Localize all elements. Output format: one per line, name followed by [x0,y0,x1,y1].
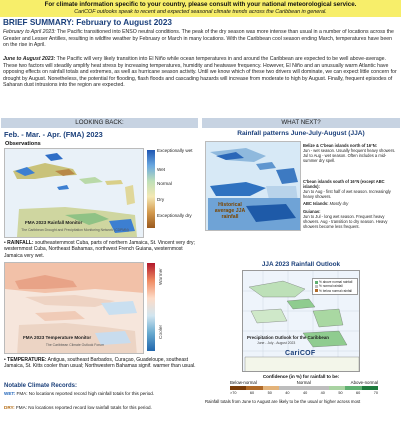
conf-num-2: 60 [249,391,255,395]
legend-normal: Normal [157,181,172,186]
confidence-categories [230,380,378,385]
rainfall-patterns-title: Rainfall patterns June-July-August (JJA) [237,130,365,137]
outlook-footer-text: Rainfall totals from June to August are likely to be the usual or higher across most [205,399,361,404]
conf-swatch-9 [362,386,378,390]
region-south-head: C'bean islands south of 16°N (except ABC islands): [303,179,385,190]
conf-swatch-1 [230,386,246,390]
rainfall-map-subcaption: The Caribbean Drought and Precipitation Monitoring Network (CDPMN) [21,228,129,232]
region-guianas [303,209,399,229]
what-next-header: WHAT NEXT? [202,118,400,128]
conf-swatch-2 [246,386,262,390]
conf-cat-below: Below-normal [230,380,257,385]
region-abc-body: Mostly dry [329,201,349,206]
caricof-logo: CariCOF [285,350,316,357]
banner-line-1: For climate information specific to your country, please consult with your national meteorological service. [44,1,357,8]
rainfall-map-caption: FMA 2023 Rainfall Monitor [25,220,83,225]
confidence-title: Confidence (in %) for rainfall to be: [262,374,340,379]
record-dry-tag: DRY: [4,405,15,410]
rainfall-legend-bar [147,150,155,228]
region-guianas-body: Jun to Jul - long wet season. Frequent heavy showers. Aug - transition to dry season. Heavy showers become less frequent. [303,214,388,230]
temperature-bullet: • TEMPERATURE: Antigua, southeast Barbados, Curaçao, Guadeloupe, southeast Jamaica, St. Kitts cooler than usual; Northwestern Bahamas signif. warmer than usual. [4,357,196,370]
conf-swatch-8 [345,386,361,390]
advisory-banner [0,0,401,17]
outlook-legend-below-text: % below normal rainfall [319,288,352,293]
precip-outlook-subcaption: June - July - August 2023 [257,341,296,345]
record-dry [4,405,196,411]
brief-p2-lead: June to August 2023: [3,56,56,62]
brief-p2-text: The Pacific will very likely transition into El Niño while ocean temperatures in and around the Caribbean are expected to be well above-average. These two factors will steadily amplify heat stress by increasing temperatures, humidity and heatwave frequency. However, El Niño and an unusually warm Atlantic have opposing effects on rainfall totals and extremes, as well as hurricane season activity. Until we know which of these two drivers will dominate, we can expect little concern for drought by August. Nonetheless, the potential for flooding, flash floods and cascading hazards will increase from moderate to high by August. Finally, frequent episodes of Saharan dust intrusions into the region are expected. [3,56,397,89]
region-south [303,179,399,199]
region-south-body: Jun to Aug - first half of wet season. Increasingly heavy showers. [303,189,391,200]
outlook-legend-normal-text: % normal rainfall [319,284,343,289]
rainfall-bullet-label: RAINFALL: [7,240,34,246]
region-abc [303,201,399,206]
conf-cat-above: Above-normal [350,380,378,385]
precip-outlook-caption: Precipitation Outlook for the Caribbean [247,335,329,340]
season-title: Feb. - Mar. - Apr. (FMA) 2023 [4,130,103,139]
conf-swatch-7 [329,386,345,390]
temperature-monitor-map [4,262,144,354]
outlook-title: JJA 2023 Rainfall Outlook [261,261,341,268]
conf-num-8: 60 [356,391,361,395]
legend-exc-wet: Exceptionally wet [157,148,193,153]
looking-back-header: LOOKING BACK: [1,118,198,128]
conf-num-9: 70 [373,391,378,395]
rainfall-monitor-map [4,148,144,238]
brief-paragraph-fma [3,29,398,49]
record-wet-tag: WET: [4,391,16,396]
brief-paragraph-jja [3,56,398,89]
record-dry-text: FMA: No locations reported record low rainfall totals for this period. [16,405,152,410]
legend-dry: Dry [157,197,165,202]
region-north-head: Belize & C'bean islands north of 16°N: [303,143,378,148]
looking-back-section [1,129,198,423]
conf-swatch-4 [279,386,295,390]
observations-label: Observations [5,141,41,147]
conf-num-7: 50 [338,391,343,395]
region-north-body: Jun - wet season. Usually frequent heavy showers. Jul to Aug - wet season. Often includes a mid-summer dry spell. [303,148,396,164]
conf-num-1: >70 [230,391,237,395]
legend-warmer: Warmer [159,268,164,285]
temperature-legend-bar [147,263,155,351]
conf-swatch-6 [312,386,328,390]
legend-wet: Wet [157,167,166,172]
outlook-legend-above-text: % above normal rainfall [319,280,353,284]
region-guianas-head: Guianas: [303,209,321,214]
region-north [303,143,399,163]
record-wet [4,391,196,397]
swatch-normal [315,285,318,288]
conf-swatch-3 [263,386,279,390]
conf-num-5: 40 [302,391,308,395]
temperature-bullet-label: TEMPERATURE: [7,357,47,363]
banner-line-2: CariCOF outlooks speak to recent and expected seasonal climate trends across the Caribbean in general. [74,9,327,15]
outlook-map [242,270,360,372]
outlook-legend [312,278,358,295]
legend-cooler: Cooler [159,324,164,339]
swatch-below [315,289,318,292]
brief-p1-lead: February to April 2023: [3,29,56,35]
historical-jja-map [205,141,301,231]
conf-swatch-5 [296,386,312,390]
rainfall-bullet-text: southeasternmost Cuba, parts of northern Jamaica, St. Vincent very dry; westernmost Cuba, Northeast Bahamas, northwest French Guiana, westernmost Jamaica very wet. [4,240,195,259]
conf-cat-normal: Normal [296,380,311,385]
confidence-numbers [230,391,378,395]
conf-num-6: 40 [320,391,325,395]
swatch-above [315,281,318,284]
historical-map-caption: Historical average JJA rainfall [214,202,246,221]
conf-num-4: 40 [285,391,290,395]
temperature-map-graphic [5,263,144,354]
temperature-map-caption: FMA 2023 Temperature Monitor [23,335,92,340]
outlook-legend-below [315,289,355,293]
notable-records-title: Notable Climate Records: [4,383,78,389]
brief-summary-title: BRIEF SUMMARY: February to August 2023 [3,18,172,27]
confidence-colorbar [230,386,378,390]
brief-p1-text: The Pacific transitioned into ENSO neutral conditions. The peak of the dry season was more intense than usual in a number of locations across the Greater and Lesser Antilles, resulting in wildfire weather by February or March in many locations. With the Caribbean cool season ending March, temperatures have been on the rise in April. [3,29,394,49]
region-abc-head: ABC Islands: [303,201,329,206]
record-wet-text: FMA: No locations reported record high rainfall totals for this period. [16,391,155,396]
temperature-map-subcaption: The Caribbean Climate Outlook Forum [45,343,105,347]
conf-num-3: 50 [267,391,272,395]
temperature-bullet-text: Antigua, southeast Barbados, Curaçao, Guadeloupe, southeast Jamaica, St. Kitts cooler than usual; Northwestern Bahamas signif. warmer than usual. [4,357,196,370]
what-next-section [202,129,400,423]
legend-exc-dry: Exceptionally dry [157,213,192,218]
rainfall-bullet: • RAINFALL: southeasternmost Cuba, parts of northern Jamaica, St. Vincent very dry; westernmost Cuba, Northeast Bahamas, northwest French Guiana, westernmost Jamaica very wet. [4,240,195,259]
